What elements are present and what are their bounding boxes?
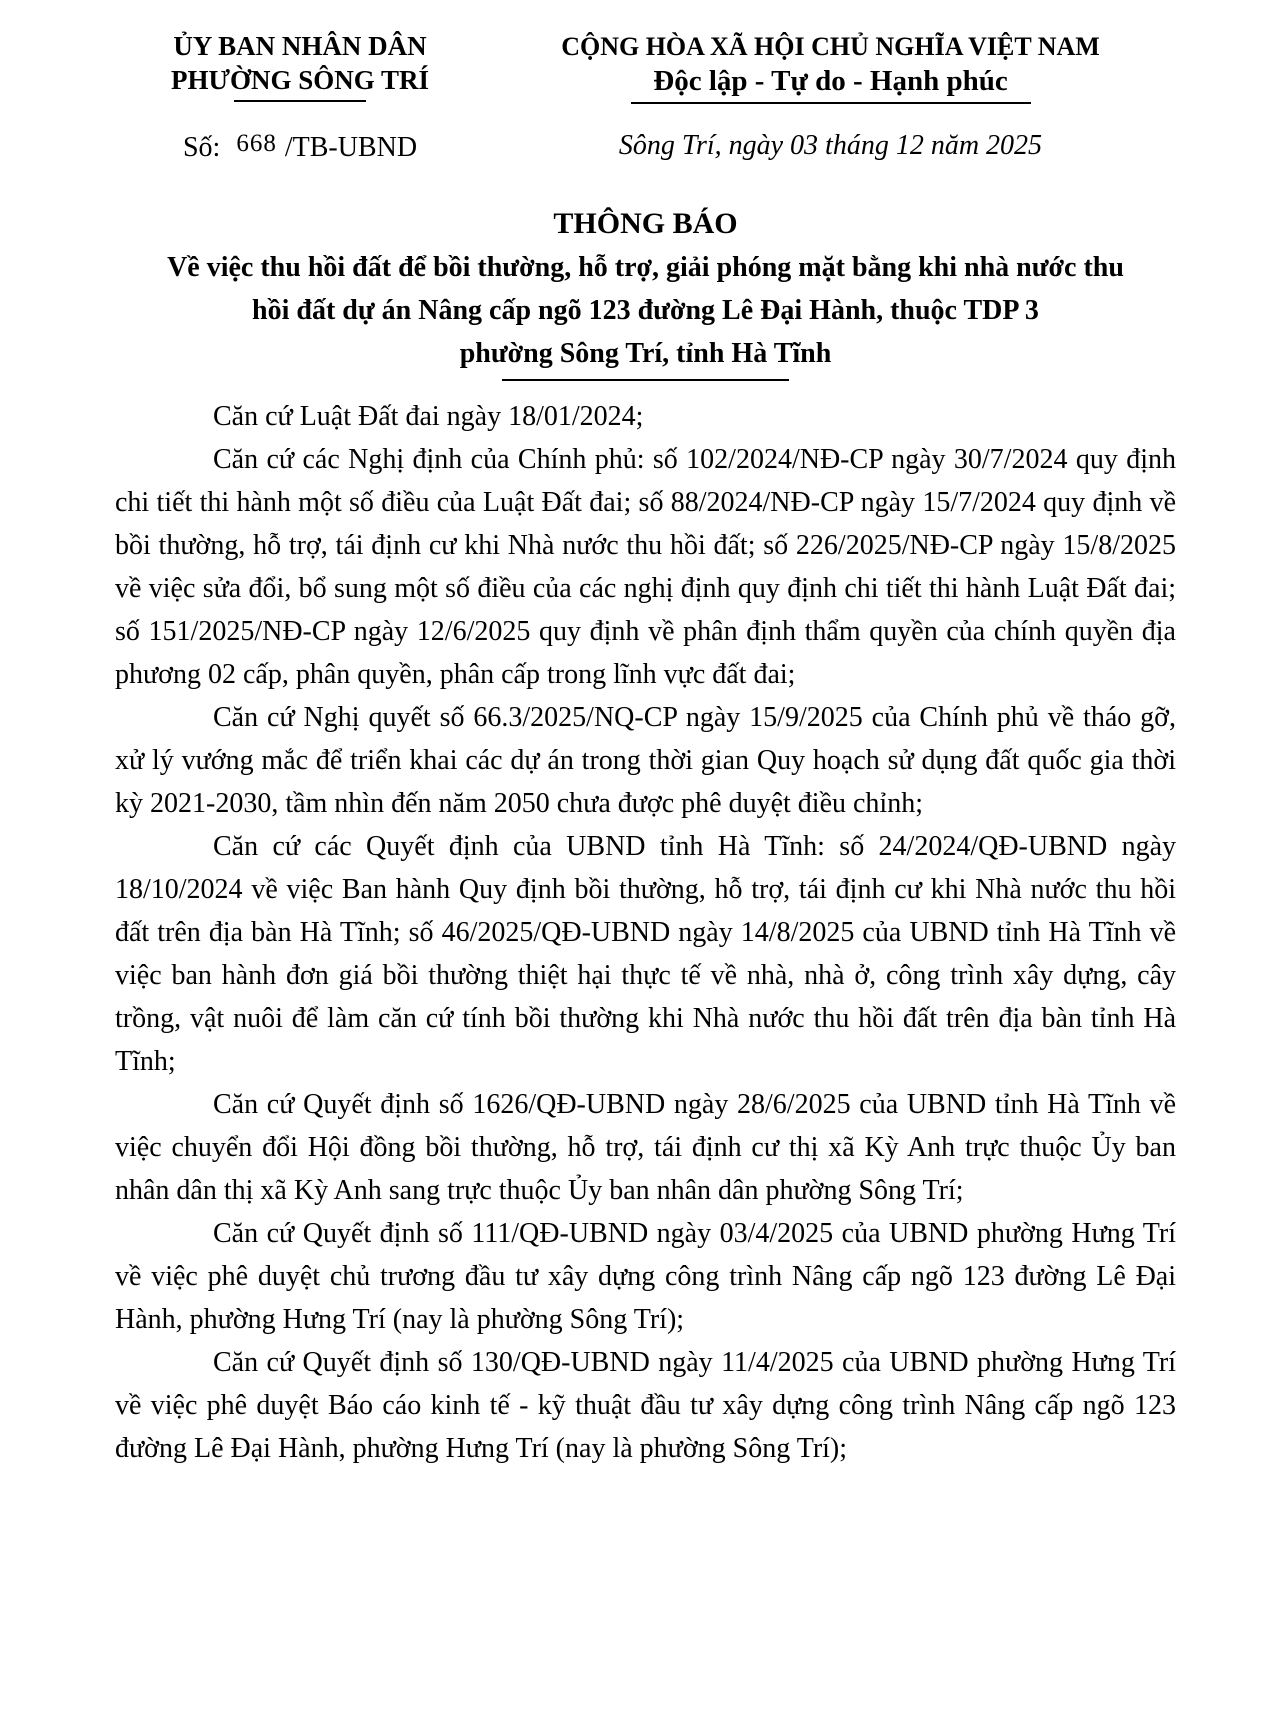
legal-basis-paragraph: Căn cứ Nghị quyết số 66.3/2025/NQ-CP ngày 15/9/2025 của Chính phủ về tháo gỡ, xử lý vướng mắc để triển khai các dự án trong thời gian Quy hoạch sử dụng đất quốc gia thời kỳ 2021-2030, tầm nhìn đến năm 2050 chưa được phê duyệt điều chỉnh; — [115, 702, 1176, 819]
issuing-agency-block — [115, 30, 485, 164]
agency-underline — [234, 100, 366, 102]
national-header-block — [485, 30, 1176, 164]
document-title-block — [115, 204, 1176, 381]
document-header — [115, 30, 1176, 164]
document-subject — [115, 246, 1176, 375]
document-number-value: 668 — [236, 130, 277, 157]
motto-underline — [631, 102, 1031, 104]
issuing-agency-parent: ỦY BAN NHÂN DÂN — [173, 31, 427, 61]
document-number-label: Số: — [182, 132, 221, 163]
legal-basis-paragraph: Căn cứ các Quyết định của UBND tỉnh Hà Tĩnh: số 24/2024/QĐ-UBND ngày 18/10/2024 về việc Ban hành Quy định bồi thường, hỗ trợ, tái định cư khi Nhà nước thu hồi đất trên địa bàn Hà Tĩnh; số 46/2025/QĐ-UBND ngày 14/8/2025 của UBND tỉnh Hà Tĩnh về việc ban hành đơn giá bồi thường thiệt hại thực tế về nhà, nhà ở, công trình xây dựng, cây trồng, vật nuôi để làm căn cứ tính bồi thường khi Nhà nước thu hồi đất trên địa bàn tỉnh Hà Tĩnh; — [115, 831, 1176, 1077]
place-and-date-line: Sông Trí, ngày 03 tháng 12 năm 2025 — [618, 130, 1043, 161]
document-number-line — [115, 132, 485, 164]
subject-line-2: hồi đất dự án Nâng cấp ngõ 123 đường Lê Đại Hành, thuộc TDP 3 — [252, 295, 1039, 326]
subject-line-3: phường Sông Trí, tỉnh Hà Tĩnh — [459, 338, 832, 369]
legal-basis-paragraph: Căn cứ Quyết định số 111/QĐ-UBND ngày 03/4/2025 của UBND phường Hưng Trí về việc phê duyệt chủ trương đầu tư xây dựng công trình Nâng cấp ngõ 123 đường Lê Đại Hành, phường Hưng Trí (nay là phường Sông Trí); — [115, 1218, 1176, 1335]
legal-basis-paragraph: Căn cứ Luật Đất đai ngày 18/01/2024; — [213, 401, 644, 432]
national-title: CỘNG HÒA XÃ HỘI CHỦ NGHĨA VIỆT NAM — [561, 32, 1100, 61]
document-body — [115, 395, 1176, 1470]
document-number-suffix: /TB-UBND — [284, 132, 418, 163]
issuing-agency-name: PHƯỜNG SÔNG TRÍ — [170, 65, 430, 95]
legal-basis-paragraph: Căn cứ các Nghị định của Chính phủ: số 102/2024/NĐ-CP ngày 30/7/2024 quy định chi tiết thi hành một số điều của Luật Đất đai; số 88/2024/NĐ-CP ngày 15/7/2024 quy định về bồi thường, hỗ trợ, tái định cư khi Nhà nước thu hồi đất; số 226/2025/NĐ-CP ngày 15/8/2025 về việc sửa đổi, bổ sung một số điều của các nghị định quy định chi tiết thi hành Luật Đất đai; số 151/2025/NĐ-CP ngày 12/6/2025 quy định về phân định thẩm quyền của chính quyền địa phương 02 cấp, phân quyền, phân cấp trong lĩnh vực đất đai; — [115, 444, 1176, 690]
national-motto: Độc lập - Tự do - Hạnh phúc — [653, 65, 1008, 97]
document-type-heading: THÔNG BÁO — [553, 207, 738, 240]
legal-basis-paragraph: Căn cứ Quyết định số 1626/QĐ-UBND ngày 28/6/2025 của UBND tỉnh Hà Tĩnh về việc chuyển đổi Hội đồng bồi thường, hỗ trợ, tái định cư thị xã Kỳ Anh trực thuộc Ủy ban nhân dân thị xã Kỳ Anh sang trực thuộc Ủy ban nhân dân phường Sông Trí; — [115, 1089, 1176, 1206]
subject-line-1: Về việc thu hồi đất để bồi thường, hỗ trợ, giải phóng mặt bằng khi nhà nước thu — [167, 252, 1124, 283]
title-underline — [502, 379, 789, 381]
legal-basis-paragraph: Căn cứ Quyết định số 130/QĐ-UBND ngày 11/4/2025 của UBND phường Hưng Trí về việc phê duyệt Báo cáo kinh tế - kỹ thuật đầu tư xây dựng công trình Nâng cấp ngõ 123 đường Lê Đại Hành, phường Hưng Trí (nay là phường Sông Trí); — [115, 1347, 1176, 1464]
